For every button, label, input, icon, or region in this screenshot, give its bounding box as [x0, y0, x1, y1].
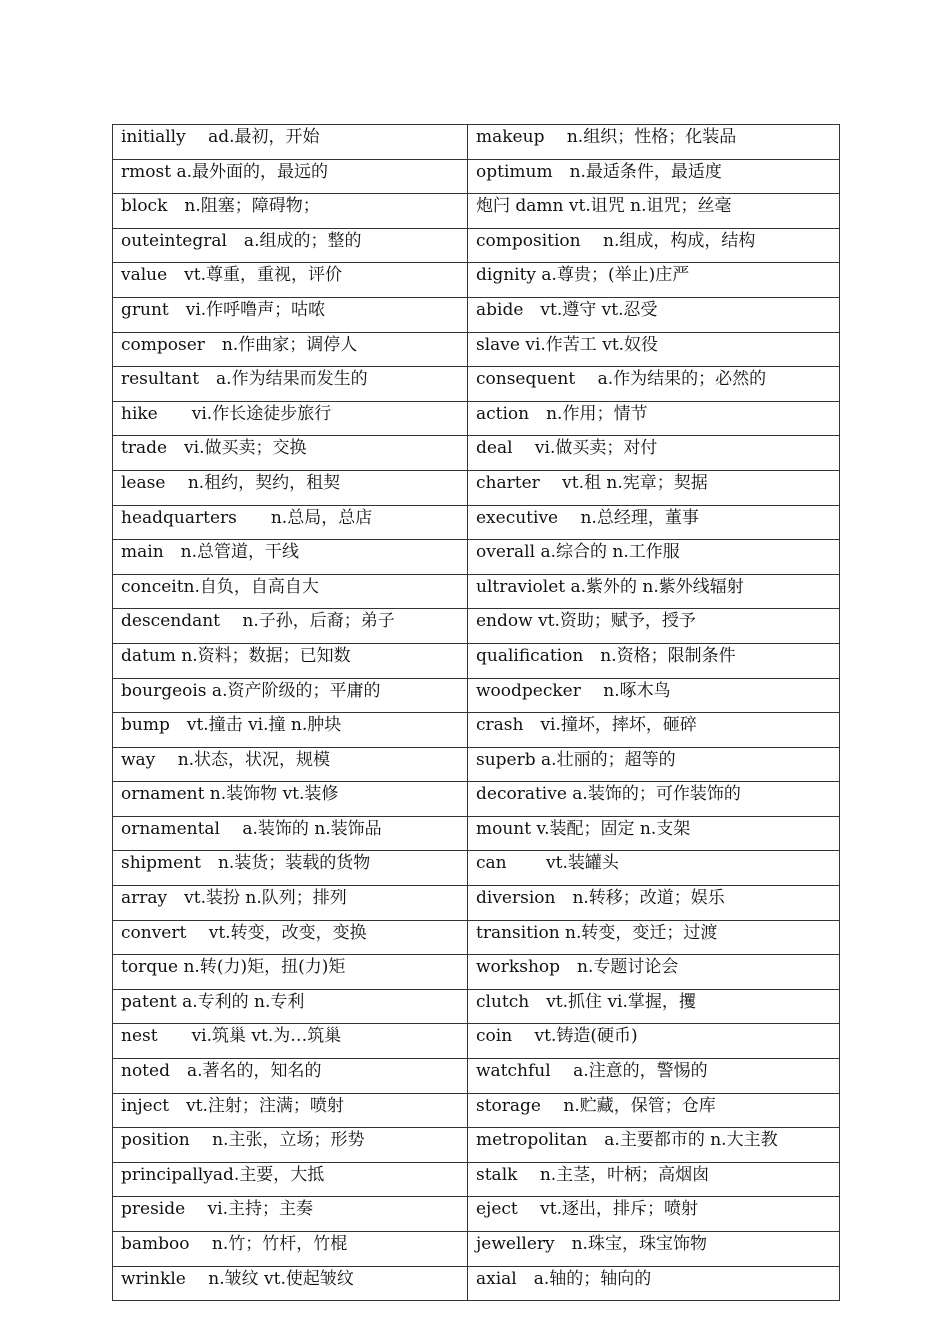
table-row — [113, 816, 840, 851]
vocab-entry-right: qualification n.资格；限制条件 — [468, 643, 840, 678]
vocab-entry-left: composer n.作曲家；调停人 — [113, 332, 468, 367]
vocab-entry-left: value vt.尊重，重视，评价 — [113, 263, 468, 298]
table-row — [113, 436, 840, 471]
table-row — [113, 1232, 840, 1267]
table-row — [113, 574, 840, 609]
vocab-entry-right: action n.作用；情节 — [468, 401, 840, 436]
table-row — [113, 713, 840, 748]
vocab-entry-left: patent a.专利的 n.专利 — [113, 989, 468, 1024]
vocab-entry-right: superb a.壮丽的；超等的 — [468, 747, 840, 782]
table-row — [113, 886, 840, 921]
vocab-entry-left: bourgeois a.资产阶级的；平庸的 — [113, 678, 468, 713]
vocab-entry-left: bamboo n.竹；竹杆，竹棍 — [113, 1232, 468, 1267]
vocab-entry-right: deal vi.做买卖；对付 — [468, 436, 840, 471]
table-row — [113, 782, 840, 817]
table-row — [113, 505, 840, 540]
vocab-entry-left: convert vt.转变，改变，变换 — [113, 920, 468, 955]
vocab-entry-left: nest vi.筑巢 vt.为…筑巢 — [113, 1024, 468, 1059]
table-row — [113, 228, 840, 263]
vocab-entry-left: outeintegral a.组成的；整的 — [113, 228, 468, 263]
table-row — [113, 332, 840, 367]
vocab-entry-left: way n.状态，状况，规模 — [113, 747, 468, 782]
table-row — [113, 1197, 840, 1232]
table-row — [113, 125, 840, 160]
table-row — [113, 297, 840, 332]
table-row — [113, 367, 840, 402]
vocabulary-table-body — [113, 125, 840, 1301]
vocab-entry-right: storage n.贮藏，保管；仓库 — [468, 1093, 840, 1128]
vocab-entry-right: workshop n.专题讨论会 — [468, 955, 840, 990]
vocab-entry-left: preside vi.主持；主奏 — [113, 1197, 468, 1232]
table-row — [113, 470, 840, 505]
vocab-entry-left: datum n.资料；数据；已知数 — [113, 643, 468, 678]
table-row — [113, 989, 840, 1024]
vocab-entry-left: resultant a.作为结果而发生的 — [113, 367, 468, 402]
vocab-entry-left: position n.主张，立场；形势 — [113, 1128, 468, 1163]
vocab-entry-right: 炮闩 damn vt.诅咒 n.诅咒；丝毫 — [468, 194, 840, 229]
vocab-entry-right: coin vt.铸造(硬币) — [468, 1024, 840, 1059]
vocab-entry-left: initially ad.最初，开始 — [113, 125, 468, 160]
vocab-entry-right: clutch vt.抓住 vi.掌握，攫 — [468, 989, 840, 1024]
table-row — [113, 401, 840, 436]
vocab-entry-left: conceitn.自负，自高自大 — [113, 574, 468, 609]
vocab-entry-left: noted a.著名的，知名的 — [113, 1059, 468, 1094]
table-row — [113, 540, 840, 575]
vocab-entry-right: composition n.组成，构成，结构 — [468, 228, 840, 263]
vocab-entry-right: axial a.轴的；轴向的 — [468, 1266, 840, 1301]
vocab-entry-left: trade vi.做买卖；交换 — [113, 436, 468, 471]
vocab-entry-left: rmost a.最外面的，最远的 — [113, 159, 468, 194]
vocab-entry-left: inject vt.注射；注满；喷射 — [113, 1093, 468, 1128]
vocab-entry-right: can vt.装罐头 — [468, 851, 840, 886]
vocab-entry-right: endow vt.资助；赋予，授予 — [468, 609, 840, 644]
table-row — [113, 678, 840, 713]
vocabulary-table — [112, 124, 840, 1301]
vocab-entry-right: metropolitan a.主要都市的 n.大主教 — [468, 1128, 840, 1163]
table-row — [113, 955, 840, 990]
table-row — [113, 194, 840, 229]
vocab-entry-right: overall a.综合的 n.工作服 — [468, 540, 840, 575]
table-row — [113, 851, 840, 886]
table-row — [113, 1128, 840, 1163]
vocab-entry-right: crash vi.撞坏，摔坏，砸碎 — [468, 713, 840, 748]
vocab-entry-left: grunt vi.作呼噜声；咕哝 — [113, 297, 468, 332]
vocab-entry-left: hike vi.作长途徒步旅行 — [113, 401, 468, 436]
table-row — [113, 643, 840, 678]
table-row — [113, 1024, 840, 1059]
vocab-entry-left: shipment n.装货；装载的货物 — [113, 851, 468, 886]
table-row — [113, 1162, 840, 1197]
table-row — [113, 920, 840, 955]
vocab-entry-left: headquarters n.总局，总店 — [113, 505, 468, 540]
vocab-entry-right: charter vt.租 n.宪章；契据 — [468, 470, 840, 505]
vocab-entry-right: jewellery n.珠宝，珠宝饰物 — [468, 1232, 840, 1267]
vocab-entry-left: descendant n.子孙，后裔；弟子 — [113, 609, 468, 644]
table-row — [113, 1059, 840, 1094]
vocab-entry-left: torque n.转(力)矩，扭(力)矩 — [113, 955, 468, 990]
vocab-entry-right: makeup n.组织；性格；化装品 — [468, 125, 840, 160]
table-row — [113, 747, 840, 782]
vocab-entry-left: ornamental a.装饰的 n.装饰品 — [113, 816, 468, 851]
vocab-entry-right: optimum n.最适条件，最适度 — [468, 159, 840, 194]
vocab-entry-left: principallyad.主要，大抵 — [113, 1162, 468, 1197]
vocab-entry-left: lease n.租约，契约，租契 — [113, 470, 468, 505]
vocab-entry-right: slave vi.作苦工 vt.奴役 — [468, 332, 840, 367]
vocab-entry-right: abide vt.遵守 vt.忍受 — [468, 297, 840, 332]
vocab-entry-right: woodpecker n.啄木鸟 — [468, 678, 840, 713]
table-row — [113, 263, 840, 298]
vocab-entry-right: eject vt.逐出，排斥；喷射 — [468, 1197, 840, 1232]
vocab-entry-left: wrinkle n.皱纹 vt.使起皱纹 — [113, 1266, 468, 1301]
vocab-entry-left: bump vt.撞击 vi.撞 n.肿块 — [113, 713, 468, 748]
vocab-entry-left: ornament n.装饰物 vt.装修 — [113, 782, 468, 817]
vocab-entry-right: ultraviolet a.紫外的 n.紫外线辐射 — [468, 574, 840, 609]
vocab-entry-right: consequent a.作为结果的；必然的 — [468, 367, 840, 402]
table-row — [113, 1093, 840, 1128]
vocab-entry-right: dignity a.尊贵；(举止)庄严 — [468, 263, 840, 298]
vocab-entry-left: block n.阻塞；障碍物； — [113, 194, 468, 229]
vocab-entry-left: main n.总管道，干线 — [113, 540, 468, 575]
vocab-entry-right: stalk n.主茎，叶柄；高烟囱 — [468, 1162, 840, 1197]
vocab-entry-right: executive n.总经理，董事 — [468, 505, 840, 540]
vocab-entry-right: diversion n.转移；改道；娱乐 — [468, 886, 840, 921]
vocab-entry-right: transition n.转变，变迁；过渡 — [468, 920, 840, 955]
vocab-entry-right: watchful a.注意的，警惕的 — [468, 1059, 840, 1094]
table-row — [113, 159, 840, 194]
table-row — [113, 609, 840, 644]
vocab-entry-right: mount v.装配；固定 n.支架 — [468, 816, 840, 851]
vocab-entry-right: decorative a.装饰的；可作装饰的 — [468, 782, 840, 817]
vocab-entry-left: array vt.装扮 n.队列；排列 — [113, 886, 468, 921]
table-row — [113, 1266, 840, 1301]
